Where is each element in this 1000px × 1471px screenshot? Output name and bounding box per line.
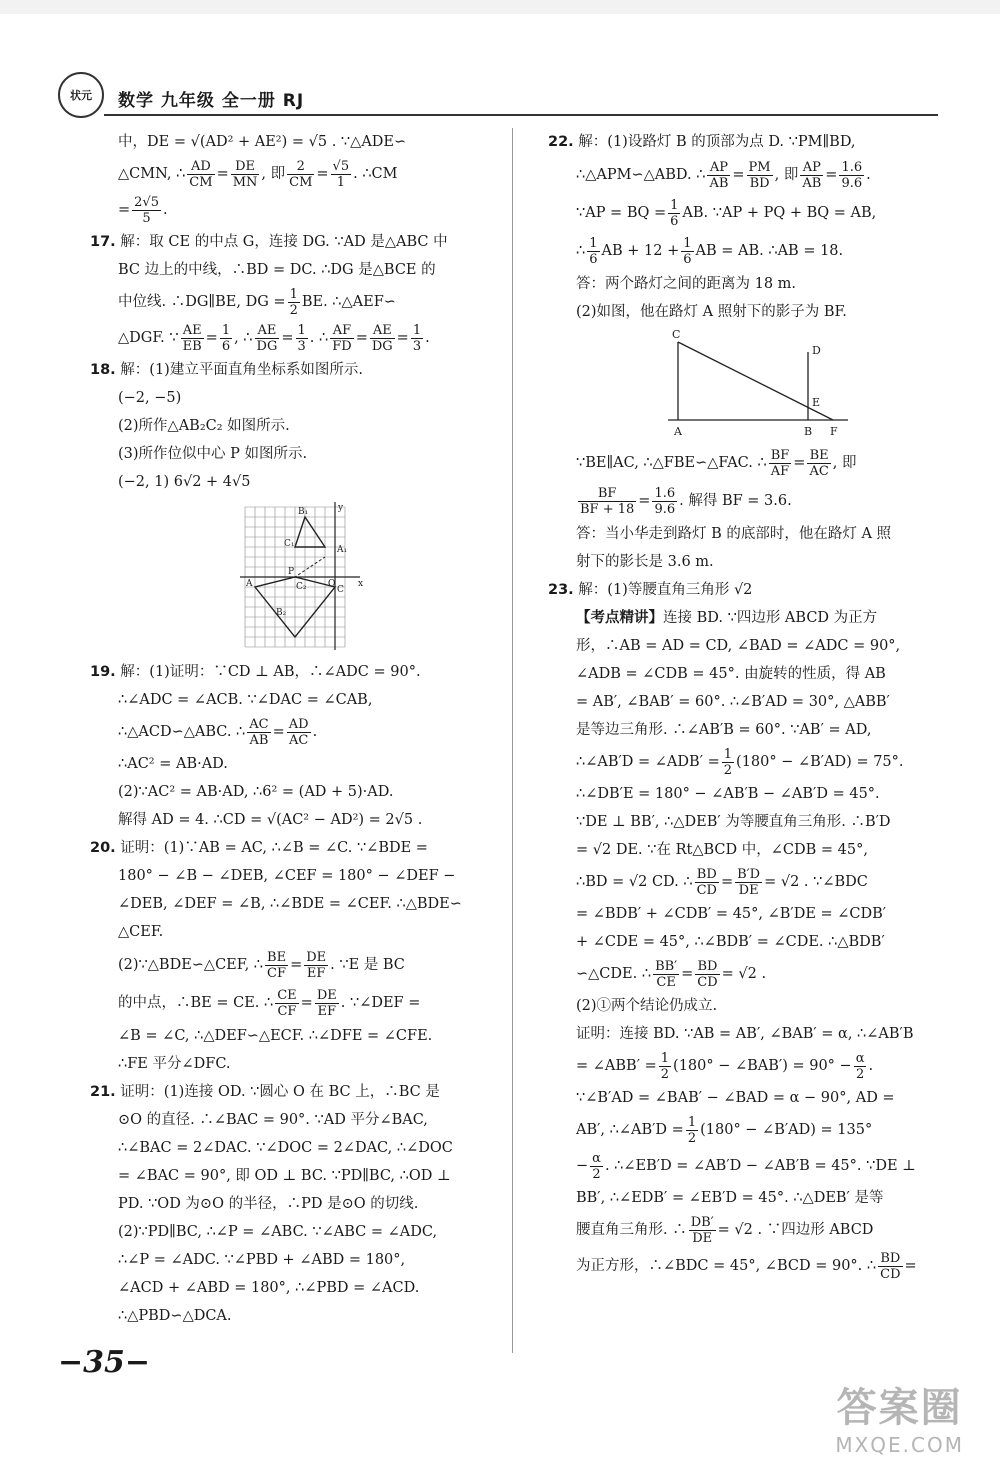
text-line: = AB′, ∠BAB′ = 60°. ∴∠B′AD = 30°, △ABB′ xyxy=(576,694,890,710)
text-line: 答：当小华走到路灯 B 的底部时，他在路灯 A 照 xyxy=(576,526,892,542)
text-line: (2)∵PD∥BC, ∴∠P = ∠ABC. ∵∠ABC = ∠ADC, xyxy=(118,1224,438,1240)
text-line: 中，DE = √(AD² + AE²) = √5 . ∵△ADE∽ xyxy=(118,134,407,150)
text-line: ∵DE ⊥ BB′, ∴△DEB′ 为等腰直角三角形. ∴B′D xyxy=(576,814,891,830)
label-p: P xyxy=(288,567,295,577)
street-light-figure xyxy=(658,330,858,440)
text-line: (−2, 1) 6√2 + 4√5 xyxy=(118,474,251,490)
question-18: 18. 解：(1)建立平面直角坐标系如图所示. xyxy=(90,362,363,378)
column-divider xyxy=(512,128,513,1353)
label-a: A xyxy=(246,579,253,589)
text-line: 180° − ∠B − ∠DEB, ∠CEF = 180° − ∠DEF − xyxy=(118,868,456,884)
text-line: ∴∠AB′D = ∠ADB′ = $\frac{1}{2}$ (180° − ∠B′AD) = 75°. xyxy=(576,746,904,778)
text-line: ∴∠DB′E = 180° − ∠AB′B − ∠AB′D = 45°. xyxy=(576,786,880,802)
text-line: ∠DEB, ∠DEF = ∠B, ∴∠BDE = ∠CEF. ∴△BDE∽ xyxy=(118,896,462,912)
label-b: B xyxy=(804,425,813,438)
text-line: 的中点，∴BE = CE. ∴ $\frac{CE}{CF}$ = $\frac{DE}{EF}$ . ∵∠DEF = xyxy=(118,987,421,1019)
label-a: A xyxy=(674,425,682,438)
label-y: y xyxy=(338,503,344,513)
label-c2: C₂ xyxy=(296,582,307,592)
text-line: ⊙O 的直径. ∴∠BAC = 90°. ∵AD 平分∠BAC, xyxy=(118,1112,428,1128)
text-line: $\frac{BF}{BF + 18}$ = $\frac{1.6}{9.6}$ . 解得 BF = 3.6. xyxy=(580,485,792,517)
coordinate-grid-figure xyxy=(240,502,370,652)
text-line: = $\frac{2√5}{5}$ . xyxy=(118,194,168,226)
text-line: ∵∠B′AD = ∠BAB′ − ∠BAD = α − 90°, AD = xyxy=(576,1090,895,1106)
text-line: (2)如图，他在路灯 A 照射下的影子为 BF. xyxy=(576,304,847,320)
header-title: 数学 九年级 全一册 RJ xyxy=(118,91,305,111)
text-line: 形，∴AB = AD = CD, ∠BAD = ∠ADC = 90°, xyxy=(576,638,901,654)
watermark-logo: 答案圈 xyxy=(836,1385,963,1431)
text-line: (−2, −5) xyxy=(118,390,182,406)
text-line: 证明：连接 BD. ∵AB = AB′, ∠BAB′ = α, ∴∠AB′B xyxy=(576,1026,914,1042)
text-line: = ∠BAC = 90°, 即 OD ⊥ BC. ∵PD∥BC, ∴OD ⊥ xyxy=(118,1168,451,1184)
text-line: = ∠ABB′ = $\frac{1}{2}$ (180° − ∠BAB′) = 90° − $\frac{\alpha}{2}$ . xyxy=(576,1050,874,1082)
text-line: ∴BD = √2 CD. ∴ $\frac{BD}{CD}$ = $\frac{B'D}{DE}$ = √2 . ∵∠BDC xyxy=(576,866,868,898)
text-line: △DGF. ∵ $\frac{AE}{EB}$ = $\frac{1}{6}$ , ∴ $\frac{AE}{DG}$ = $\frac{1}{3}$ . ∴ $\frac{AF}{FD}$ = $\frac{AE}{DG}$ = $\frac{1}{3}$ . xyxy=(118,322,430,354)
question-17: 17. 解：取 CE 的中点 G，连接 DG. ∵AD 是△ABC 中 xyxy=(90,234,448,250)
top-edge xyxy=(0,0,1000,14)
label-c: C xyxy=(672,330,681,341)
text-line: ∠ACD + ∠ABD = 180°, ∴∠PBD = ∠ACD. xyxy=(118,1280,420,1296)
text-line: + ∠CDE = 45°, ∴∠BDB′ = ∠CDE. ∴△BDB′ xyxy=(576,934,885,950)
watermark xyxy=(835,1376,964,1457)
right-column xyxy=(548,128,948,1284)
question-22: 22. 解：(1)设路灯 B 的顶部为点 D. ∵PM∥BD, xyxy=(548,134,856,150)
header-rule xyxy=(104,114,938,116)
text-line: △CMN, ∴ $\frac{AD}{CM}$ = $\frac{DE}{MN}$ , 即 $\frac{2}{CM}$ = $\frac{√5}{1}$ . ∴CM xyxy=(118,158,398,190)
question-21: 21. 证明：(1)连接 OD. ∵圆心 O 在 BC 上，∴BC 是 xyxy=(90,1084,440,1100)
text-line: ∴FE 平分∠DFC. xyxy=(118,1056,231,1072)
question-19: 19. 解：(1)证明：∵CD ⊥ AB，∴∠ADC = 90°. xyxy=(90,664,421,680)
question-23: 23. 解：(1)等腰直角三角形 √2 xyxy=(548,582,753,598)
text-line: ∴ $\frac{1}{6}$ AB + 12 + $\frac{1}{6}$ AB = AB. ∴AB = 18. xyxy=(576,235,844,267)
text-line: 是等边三角形. ∴∠AB′B = 60°. ∵AB′ = AD, xyxy=(576,722,872,738)
label-c: C xyxy=(337,585,344,595)
watermark-url: MXQE.COM xyxy=(835,1433,964,1457)
label-f: F xyxy=(830,425,838,438)
text-line: ∵BE∥AC, ∴△FBE∽△FAC. ∴ $\frac{BF}{AF}$ = $\frac{BE}{AC}$ , 即 xyxy=(576,447,857,479)
text-line: 【考点精讲】连接 BD. ∵四边形 ABCD 为正方 xyxy=(576,609,878,626)
label-b1: B₁ xyxy=(298,507,309,517)
text-line: ∽△CDE. ∴ $\frac{BB'}{CE}$ = $\frac{BD}{CD}$ = √2 . xyxy=(576,958,767,990)
text-line: AB′, ∴∠AB′D = $\frac{1}{2}$ (180° − ∠B′AD) = 135° xyxy=(576,1114,873,1146)
text-line: ∴△APM∽△ABD. ∴ $\frac{AP}{AB}$ = $\frac{PM}{BD}$ , 即 $\frac{AP}{AB}$ = $\frac{1.6}{9.6}$ . xyxy=(576,159,871,191)
page-number: −35− xyxy=(58,1345,151,1380)
text-line: (2)∵△BDE∽△CEF, ∴ $\frac{BE}{CF}$ = $\frac{DE}{EF}$ . ∵E 是 BC xyxy=(118,949,405,981)
text-line: ∴AC² = AB·AD. xyxy=(118,756,228,772)
text-line: ∴△ACD∽△ABC. ∴ $\frac{AC}{AB}$ = $\frac{AD}{AC}$ . xyxy=(118,716,318,748)
text-line: △CEF. xyxy=(118,924,164,940)
text-line: = √2 DE. ∵在 Rt△BCD 中，∠CDB = 45°, xyxy=(576,842,868,858)
text-line: ∠ADB = ∠CDB = 45°. 由旋转的性质，得 AB xyxy=(576,666,886,682)
text-line: 解得 AD = 4. ∴CD = √(AC² − AD²) = 2√5 . xyxy=(118,812,423,828)
text-line: PD. ∵OD 为⊙O 的半径，∴PD 是⊙O 的切线. xyxy=(118,1196,419,1212)
label-a1: A₁ xyxy=(337,545,348,555)
question-20: 20. 证明：(1)∵AB = AC, ∴∠B = ∠C. ∵∠BDE = xyxy=(90,840,428,856)
text-line: ∴∠ADC = ∠ACB. ∵∠DAC = ∠CAB, xyxy=(118,692,373,708)
text-line: 中位线. ∴DG∥BE, DG = $\frac{1}{2}$ BE. ∴△AEF∽ xyxy=(118,286,396,318)
text-line: ∴△PBD∽△DCA. xyxy=(118,1308,232,1324)
text-line: ∴∠P = ∠ADC. ∵∠PBD + ∠ABD = 180°, xyxy=(118,1252,406,1268)
label-x: x xyxy=(358,579,364,589)
label-b2: B₂ xyxy=(276,608,287,618)
text-line: (2)∵AC² = AB·AD, ∴6² = (AD + 5)·AD. xyxy=(118,784,394,800)
text-line: ∴∠BAC = 2∠DAC. ∵∠DOC = 2∠DAC, ∴∠DOC xyxy=(118,1140,453,1156)
text-line: = ∠BDB′ + ∠CDB′ = 45°, ∠B′DE = ∠CDB′ xyxy=(576,906,887,922)
text-line: ∵AP = BQ = $\frac{1}{6}$ AB. ∵AP + PQ + BQ = AB, xyxy=(576,197,877,229)
label-e: E xyxy=(812,396,821,409)
text-line: (2)①两个结论仍成立. xyxy=(576,998,718,1014)
label-d: D xyxy=(812,344,821,357)
left-column xyxy=(90,128,490,1330)
text-line: 为正方形，∴∠BDC = 45°, ∠BCD = 90°. ∴ $\frac{BD}{CD}$ = xyxy=(576,1250,917,1282)
page-header xyxy=(58,70,938,120)
text-line: BB′, ∴∠EDB′ = ∠EB′D = 45°. ∴△DEB′ 是等 xyxy=(576,1190,884,1206)
text-line: 腰直角三角形. ∴ $\frac{DB'}{DE}$ = √2 . ∵四边形 ABCD xyxy=(576,1214,874,1246)
text-line: (3)所作位似中心 P 如图所示. xyxy=(118,446,308,462)
text-line: BC 边上的中线，∴BD = DC. ∴DG 是△BCE 的 xyxy=(118,262,436,278)
label-o: O xyxy=(328,579,336,589)
brand-logo-icon: 状元 xyxy=(58,72,104,118)
label-c1: C₁ xyxy=(284,539,295,549)
text-line: − $\frac{\alpha}{2}$ . ∴∠EB′D = ∠AB′D − ∠AB′B = 45°. ∵DE ⊥ xyxy=(576,1150,916,1182)
text-line: 答：两个路灯之间的距离为 18 m. xyxy=(576,276,797,292)
text-line: 射下的影长是 3.6 m. xyxy=(576,554,714,570)
text-line: ∠B = ∠C, ∴△DEF∽△ECF. ∴∠DFE = ∠CFE. xyxy=(118,1028,433,1044)
text-line: (2)所作△AB₂C₂ 如图所示. xyxy=(118,418,290,434)
